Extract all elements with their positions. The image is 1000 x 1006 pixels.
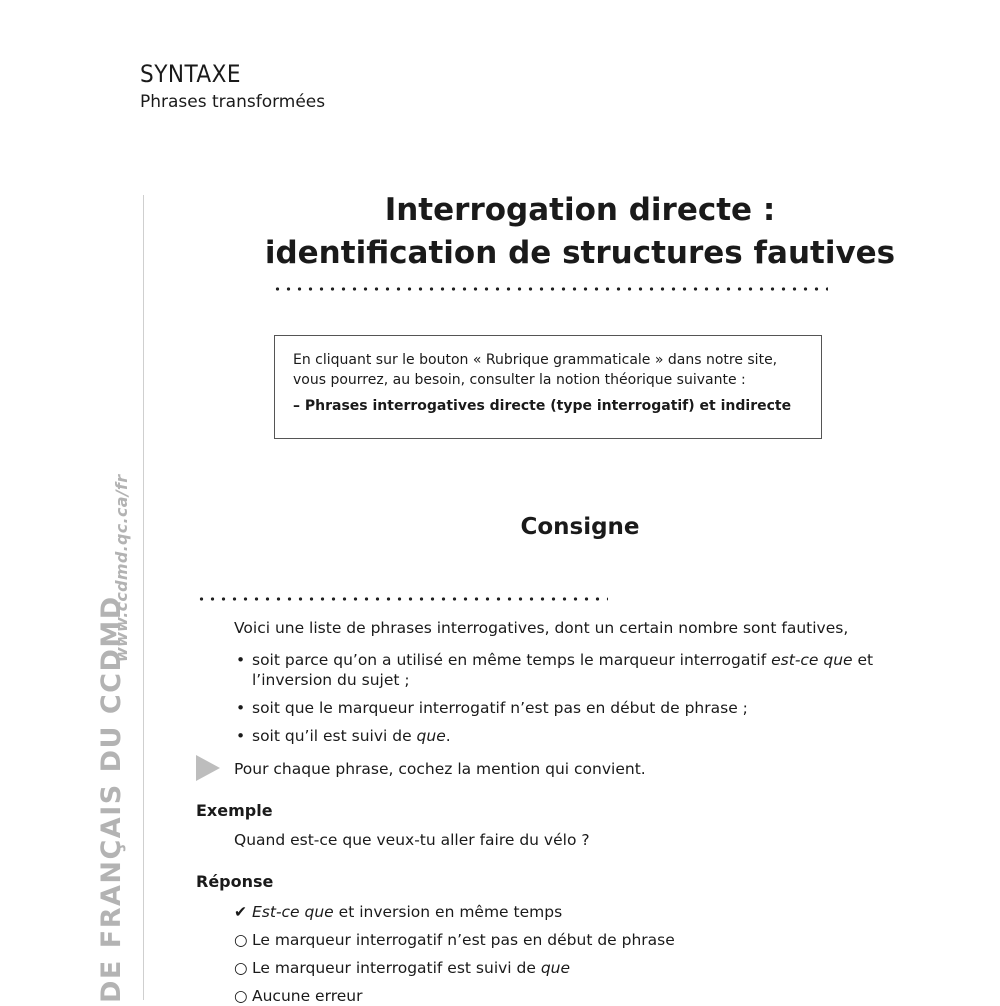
section-label: SYNTAXE xyxy=(140,60,242,88)
answer-option-4[interactable]: ○ Aucune erreur xyxy=(234,987,363,1005)
consigne-divider xyxy=(196,597,608,601)
margin-rule xyxy=(143,195,144,1000)
bullet-dot: • xyxy=(236,651,246,669)
info-item: – Phrases interrogatives directe (type interrogatif) et indirecte xyxy=(293,398,792,414)
example-sentence: Quand est-ce que veux-tu aller faire du vélo ? xyxy=(234,831,590,849)
info-line-1: En cliquant sur le bouton « Rubrique grammaticale » dans notre site, xyxy=(293,352,778,368)
empty-circle-icon[interactable]: ○ xyxy=(234,987,248,1005)
checked-circle-icon[interactable]: ✔ xyxy=(234,903,247,921)
consigne-intro: Voici une liste de phrases interrogatives, dont un certain nombre sont fautives, xyxy=(234,619,849,637)
answer-option-3[interactable]: ○ Le marqueur interrogatif est suivi de que xyxy=(234,959,571,977)
play-arrow-icon xyxy=(196,755,220,781)
list-item-continued: l’inversion du sujet ; xyxy=(252,671,410,689)
consigne-heading: Consigne xyxy=(520,514,640,540)
section-subtitle: Phrases transformées xyxy=(140,92,326,112)
list-item: • soit qu’il est suivi de que. xyxy=(236,727,451,745)
info-line-2: vous pourrez, au besoin, consulter la notion théorique suivante : xyxy=(293,372,746,388)
instruction-text: Pour chaque phrase, cochez la mention qui convient. xyxy=(234,760,646,778)
page-title-line1: Interrogation directe : xyxy=(384,192,776,228)
bullet-dot: • xyxy=(236,727,246,745)
empty-circle-icon[interactable]: ○ xyxy=(234,931,248,949)
sidebar-url: www.ccdmd.qc.ca/fr xyxy=(112,474,131,662)
empty-circle-icon[interactable]: ○ xyxy=(234,959,248,977)
sidebar-brand: DE FRANÇAIS DU CCDMD xyxy=(96,595,127,1003)
answer-option-1[interactable]: ✔ Est-ce que et inversion en même temps xyxy=(234,903,563,921)
page-title-line2: identification de structures fautives xyxy=(264,235,896,271)
list-item: • soit que le marqueur interrogatif n’est pas en début de phrase ; xyxy=(236,699,748,717)
info-box xyxy=(274,335,822,439)
bullet-dot: • xyxy=(236,699,246,717)
answer-label: Réponse xyxy=(196,872,274,891)
answer-option-2[interactable]: ○ Le marqueur interrogatif n’est pas en début de phrase xyxy=(234,931,675,949)
list-item: • soit parce qu’on a utilisé en même temps le marqueur interrogatif est-ce que et xyxy=(236,651,874,669)
title-divider xyxy=(272,287,828,291)
example-label: Exemple xyxy=(196,801,273,820)
